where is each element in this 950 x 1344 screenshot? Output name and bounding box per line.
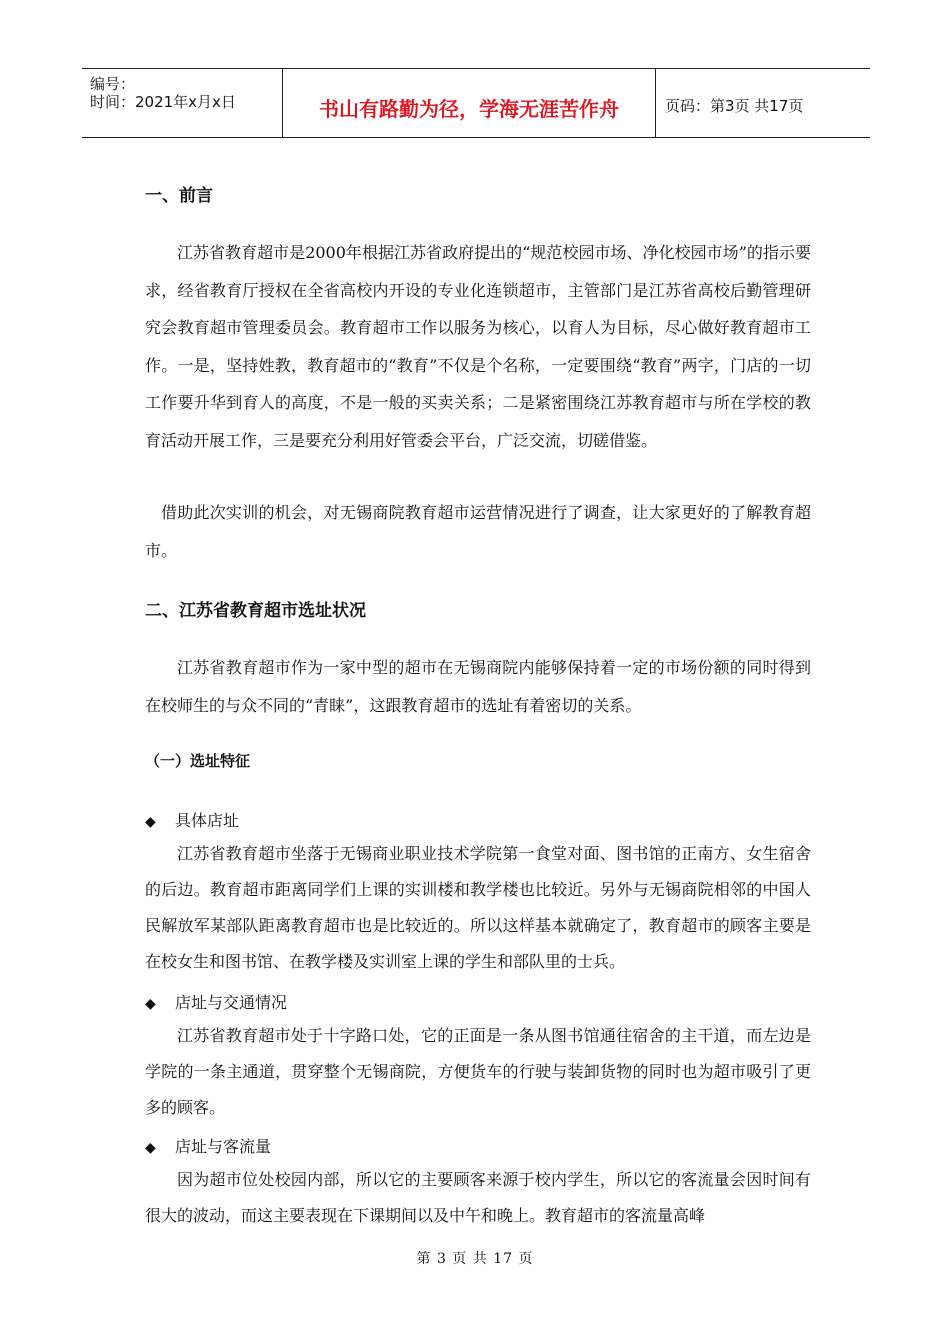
traffic-paragraph: 江苏省教育超市处于十字路口处，它的正面是一条从图书馆通往宿舍的主干道，而左边是学院的一条主通道，贯穿整个无锡商院，方便货车的行驶与装卸货物的同时也为超市吸引了更多的顾客。 <box>145 1026 811 1117</box>
bullet-item-traffic <box>145 990 287 1013</box>
diamond-bullet-icon: ◆ <box>145 814 156 830</box>
bullet-title-location: 具体店址 <box>175 811 240 830</box>
preface-paragraph-2: 借助此次实训的机会，对无锡商院教育超市运营情况进行了调查，让大家更好的了解教育超市。 <box>145 503 811 560</box>
document-header <box>82 68 870 138</box>
header-page-cell <box>655 69 870 137</box>
header-motto: 书山有路勤为径，学海无涯苦作舟 <box>319 97 619 121</box>
diamond-bullet-icon: ◆ <box>145 1140 156 1156</box>
customer-flow-paragraph: 因为超市位处校园内部，所以它的主要顾客来源于校内学生，所以它的客流量会因时间有很大的波动，而这主要表现在下课期间以及中午和晚上。教育超市的客流量高峰 <box>145 1170 811 1225</box>
document-date: 时间：2021年x月x日 <box>90 93 236 111</box>
subsection-heading-features: （一）选址特征 <box>145 752 251 770</box>
section-heading-site-selection: 二、江苏省教育超市选址状况 <box>145 601 366 621</box>
bullet-item-customer-flow <box>145 1134 271 1157</box>
header-page-code: 页码：第3页 共17页 <box>665 97 804 115</box>
diamond-bullet-icon: ◆ <box>145 996 156 1012</box>
bullet-item-location <box>145 808 239 831</box>
header-left-cell <box>82 69 282 137</box>
bullet-title-customer-flow: 店址与客流量 <box>175 1137 272 1156</box>
section-heading-preface: 一、前言 <box>145 186 213 206</box>
location-paragraph: 江苏省教育超市坐落于无锡商业职业技术学院第一食堂对面、图书馆的正南方、女生宿舍的后边。教育超市距离同学们上课的实训楼和教学楼也比较近。另外与无锡商院相邻的中国人民解放军某部队距离教育超市也是比较近的。所以这样基本就确定了，教育超市的顾客主要是在校女生和图书馆、在教学楼及实训室上课的学生和部队里的士兵。 <box>145 844 811 971</box>
page-footer: 第 3 页 共 17 页 <box>416 1251 534 1267</box>
preface-paragraph-1: 江苏省教育超市是2000年根据江苏省政府提出的“规范校园市场、净化校园市场”的指示要求，经省教育厅授权在全省高校内开设的专业化连锁超市，主管部门是江苏省高校后勤管理研究会教育超市管理委员会。教育超市工作以服务为核心，以育人为目标，尽心做好教育超市工作。一是，坚持姓教，教育超市的“教育”不仅是个名称，一定要围绕“教育”两字，门店的一切工作要升华到育人的高度，不是一般的买卖关系；二是紧密围绕江苏教育超市与所在学校的教育活动开展工作，三是要充分利用好管委会平台，广泛交流，切磋借鉴。 <box>145 243 811 450</box>
document-number: 编号： <box>90 75 136 93</box>
site-selection-intro: 江苏省教育超市作为一家中型的超市在无锡商院内能够保持着一定的市场份额的同时得到在校师生的与众不同的“青睐”，这跟教育超市的选址有着密切的关系。 <box>145 658 811 715</box>
bullet-title-traffic: 店址与交通情况 <box>175 993 288 1012</box>
header-motto-cell <box>282 69 656 137</box>
